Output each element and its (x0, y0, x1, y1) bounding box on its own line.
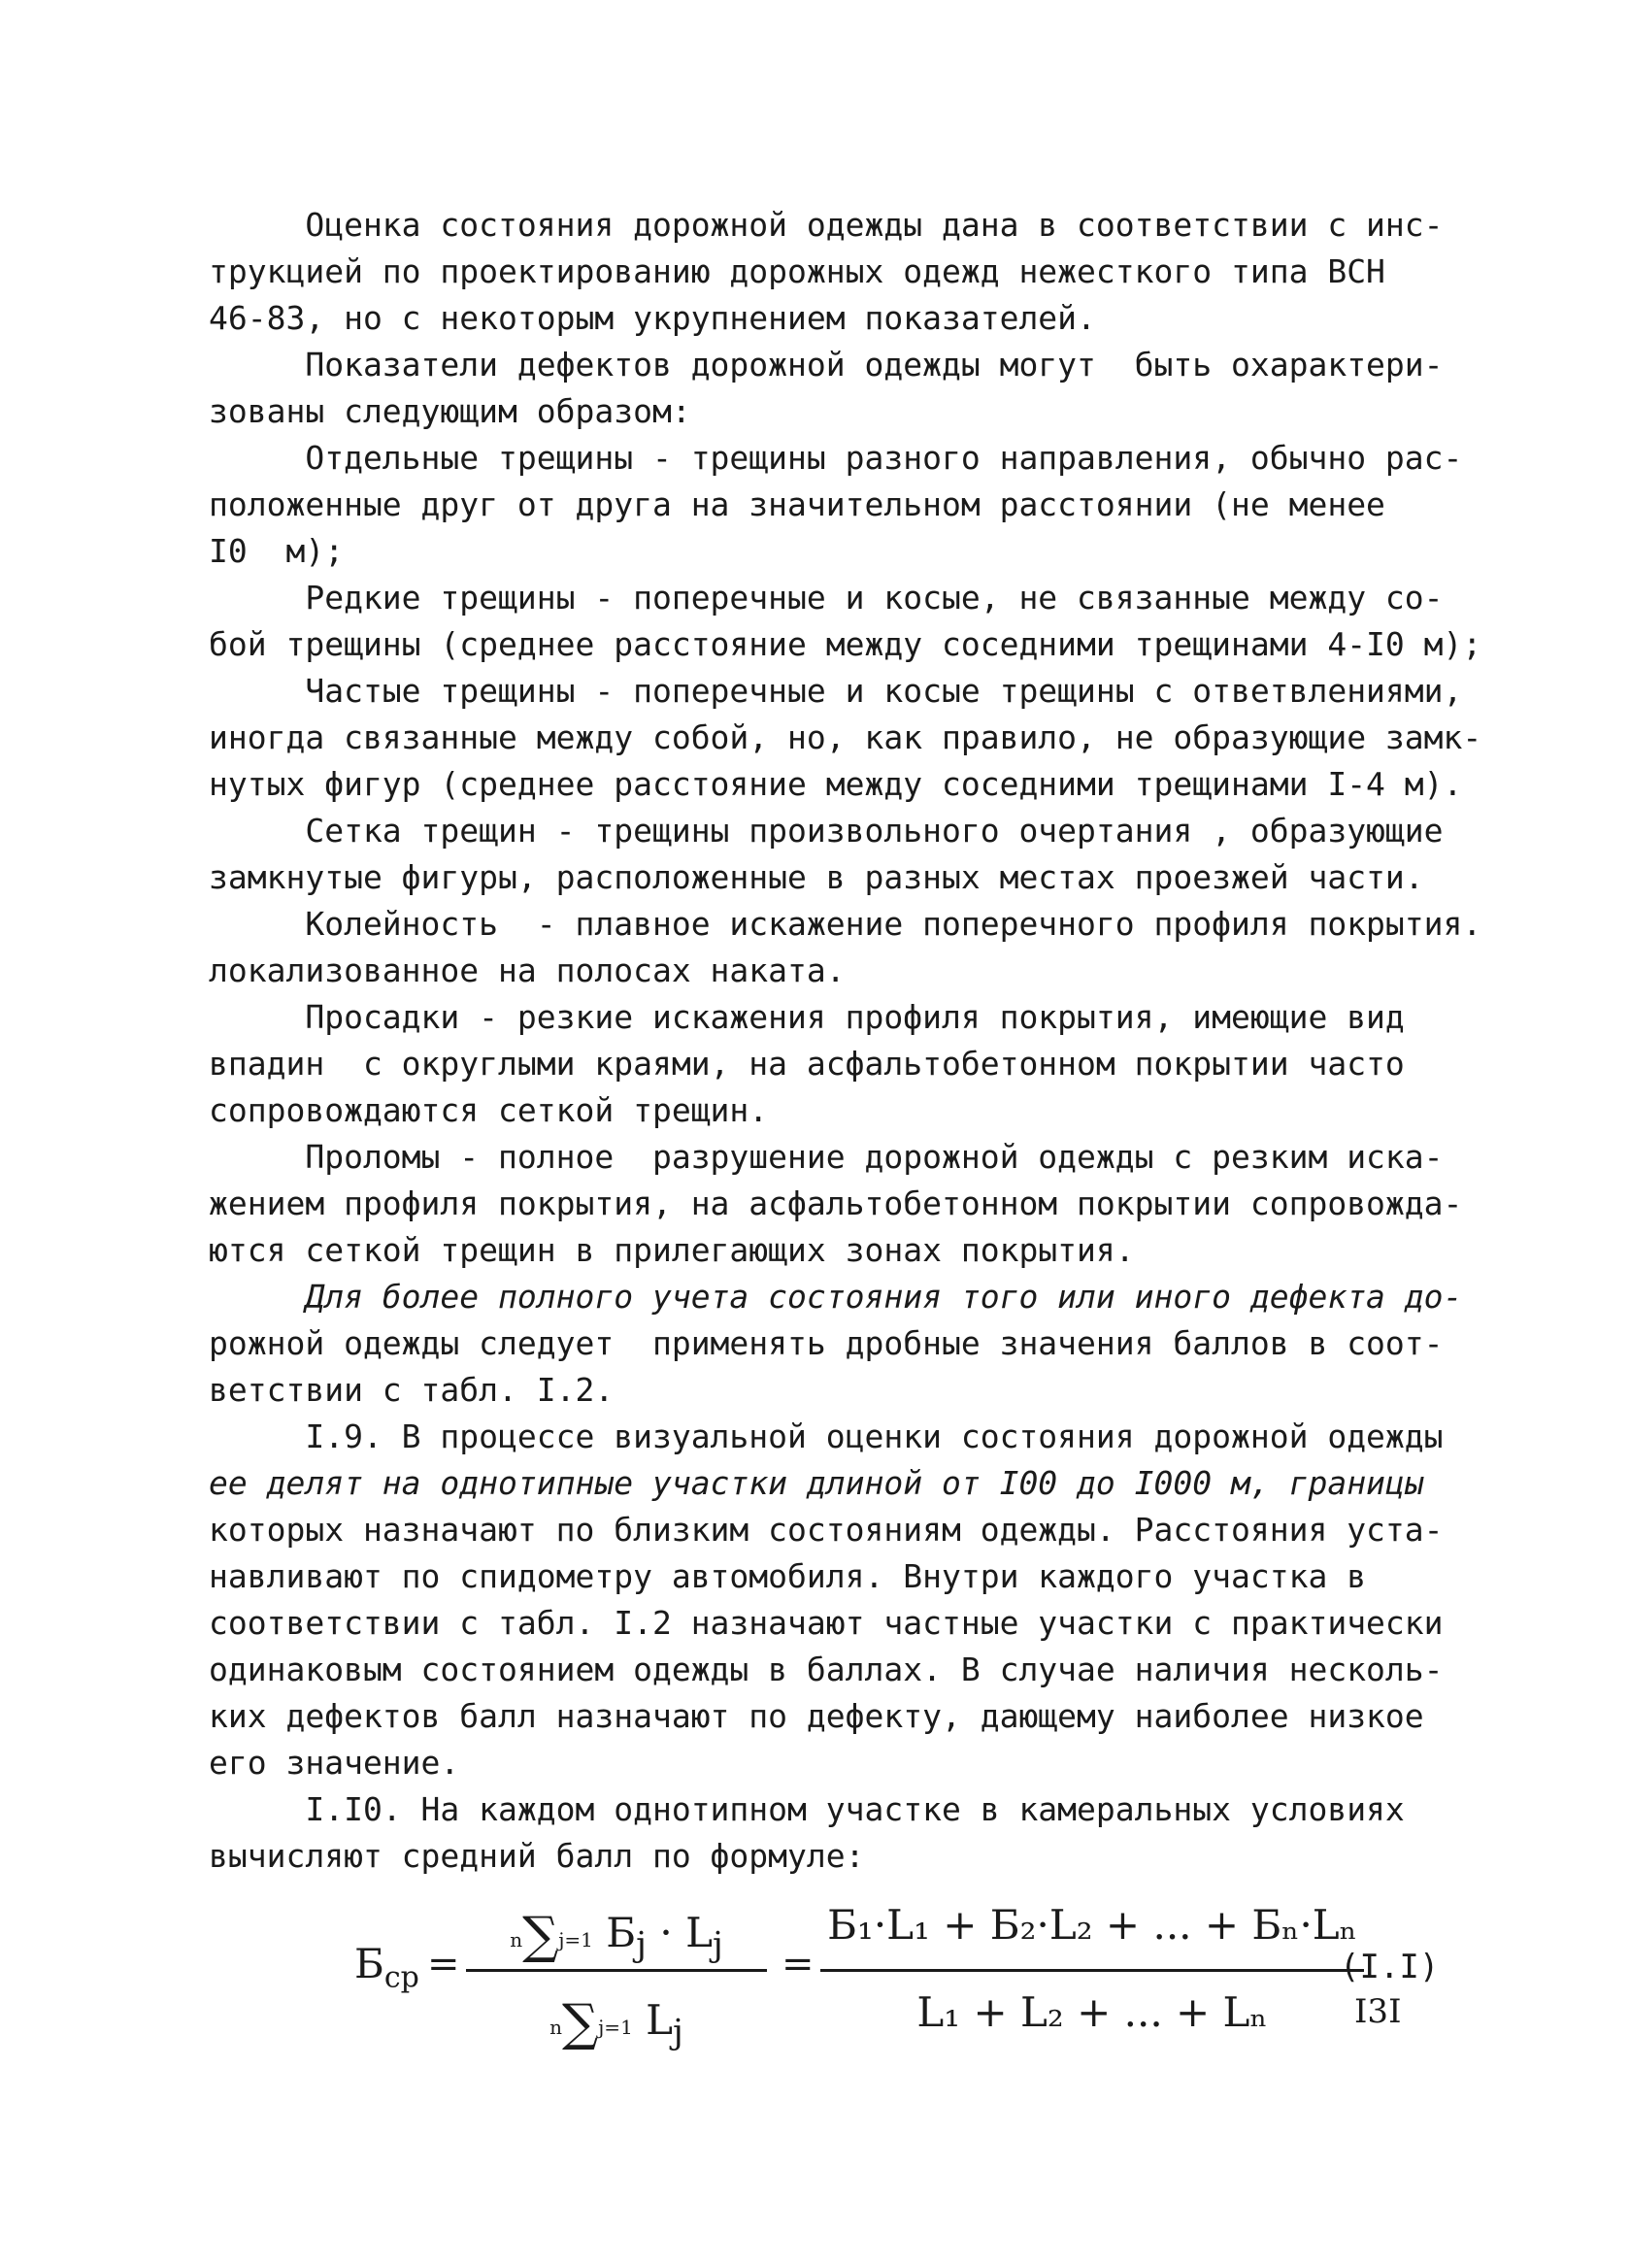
text-line: I.9. В процессе визуальной оценки состояния дорожной одежды (209, 1418, 1444, 1455)
text-line: иногда связанные между собой, но, как правило, не образующие замк- (209, 718, 1482, 756)
body-text (209, 202, 1482, 1880)
text-line: нутых фигур (среднее расстояние между соседними трещинами I-4 м). (209, 765, 1463, 803)
text-line: замкнутые фигуры, расположенные в разных местах проезжей части. (209, 858, 1424, 896)
text-line: ветствии с табл. I.2. (209, 1371, 615, 1409)
text-line: Отдельные трещины - трещины разного направления, обычно рас- (209, 439, 1463, 477)
text-line: I.I0. На каждом однотипном участке в камеральных условиях (209, 1790, 1405, 1828)
formula-equals-2: = (782, 1942, 815, 1986)
formula (354, 1893, 1471, 2068)
text-line: Оценка состояния дорожной одежды дана в соответствии с инс- (209, 206, 1444, 244)
fraction-bar-2 (820, 1969, 1364, 1972)
text-line: Показатели дефектов дорожной одежды могут быть охарактери- (209, 346, 1444, 384)
text-line: Колейность - плавное искажение поперечного профиля покрытия. (209, 905, 1482, 943)
sum-sign: ∑ (561, 1994, 599, 2052)
page-number: I3I (1354, 1992, 1402, 2031)
term-l-sub: j (712, 1925, 723, 1965)
term-l: L (685, 1909, 713, 1956)
sum-upper-limit: n (549, 2016, 562, 2039)
formula-lhs (354, 1940, 419, 1994)
fraction-bar-1 (466, 1969, 767, 1972)
formula-fraction-2 (820, 1893, 1364, 2058)
text-line: впадин с округлыми краями, на асфальтобетонном покрытии часто (209, 1045, 1405, 1083)
term-l-sub: j (673, 2013, 683, 2052)
text-line: вычисляют средний балл по формуле: (209, 1837, 865, 1875)
term-b-sub: j (636, 1925, 647, 1965)
fraction-1-denominator (466, 1988, 767, 2051)
formula-lhs-sub: ср (383, 1960, 419, 1995)
text-line: навливают по спидометру автомобиля. Внутри каждого участка в (209, 1557, 1367, 1595)
text-line: ее делят на однотипные участки длиной от I00 до I000 м, границы (209, 1464, 1424, 1502)
text-line: Просадки - резкие искажения профиля покрытия, имеющие вид (209, 998, 1405, 1036)
text-line: рожной одежды следует применять дробные значения баллов в соот- (209, 1324, 1444, 1362)
formula-reference: (I.I) (1340, 1948, 1440, 1986)
text-line: которых назначают по близким состояниям одежды. Расстояния уста- (209, 1511, 1444, 1549)
text-line: сопровождаются сеткой трещин. (209, 1091, 769, 1129)
text-line: жением профиля покрытия, на асфальтобетонном покрытии сопровожда- (209, 1184, 1463, 1222)
text-line: Для более полного учета состояния того или иного дефекта до- (209, 1278, 1463, 1316)
formula-lhs-base: Б (354, 1940, 384, 1987)
fraction-2-numerator: Б₁·L₁ + Б₂·L₂ + ... + Бₙ·Lₙ (827, 1901, 1357, 1949)
formula-fraction-1 (466, 1893, 767, 2058)
fraction-2-denominator: L₁ + L₂ + ... + Lₙ (916, 1988, 1268, 2036)
text-line: соответствии с табл. I.2 назначают частные участки с практически (209, 1604, 1444, 1642)
text-line: положенные друг от друга на значительном расстоянии (не менее (209, 485, 1385, 523)
text-line: его значение. (209, 1744, 460, 1782)
text-line: одинаковым состоянием одежды в баллах. В случае наличия несколь- (209, 1651, 1444, 1688)
text-line: Сетка трещин - трещины произвольного очертания , образующие (209, 812, 1444, 850)
sum-upper-limit: n (510, 1928, 523, 1951)
text-line: бой трещины (среднее расстояние между соседними трещинами 4-I0 м); (209, 625, 1482, 663)
text-line: 46-83, но с некоторым укрупнением показателей. (209, 299, 1096, 337)
text-line: зованы следующим образом: (209, 392, 691, 430)
formula-equals-1: = (427, 1942, 460, 1986)
sum-lower-limit: j=1 (558, 1928, 593, 1951)
text-line: Редкие трещины - поперечные и косые, не связанные между со- (209, 579, 1444, 617)
sum-sign: ∑ (522, 1907, 559, 1965)
text-line: I0 м); (209, 532, 345, 570)
dot: · (659, 1909, 673, 1956)
fraction-1-numerator (466, 1901, 767, 1964)
text-line: Проломы - полное разрушение дорожной одежды с резким иска- (209, 1138, 1444, 1176)
term-l: L (646, 1996, 674, 2044)
term-b: Б (606, 1909, 637, 1956)
text-line: ются сеткой трещин в прилегающих зонах покрытия. (209, 1231, 1135, 1269)
text-line: Частые трещины - поперечные и косые трещины с ответвлениями, (209, 672, 1463, 710)
sum-lower-limit: j=1 (598, 2016, 633, 2039)
text-line: ких дефектов балл назначают по дефекту, дающему наиболее низкое (209, 1697, 1424, 1735)
text-line: локализованное на полосах наката. (209, 951, 846, 989)
text-line: трукцией по проектированию дорожных одежд нежесткого типа ВСН (209, 252, 1385, 290)
